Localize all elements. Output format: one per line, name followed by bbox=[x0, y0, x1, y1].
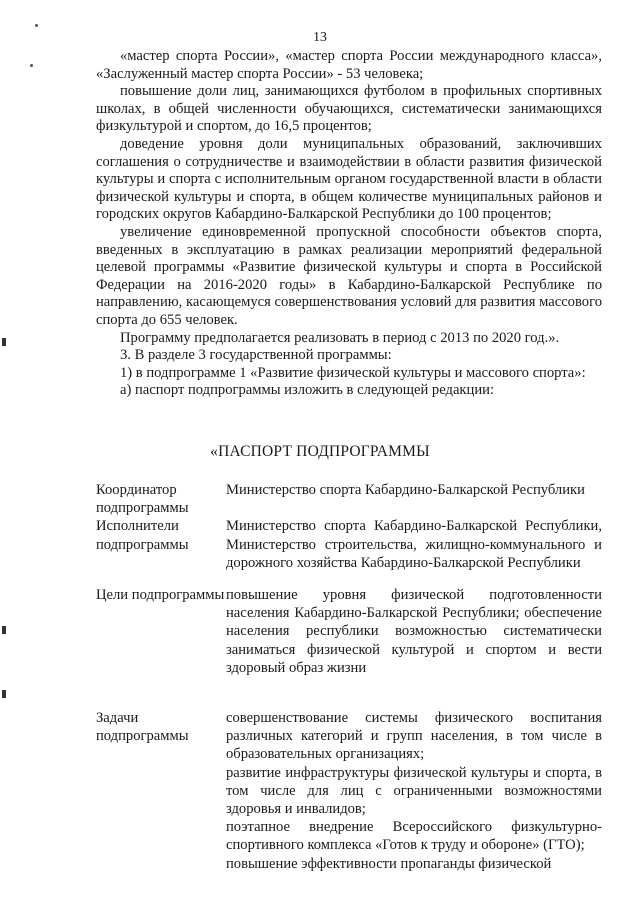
task-item: повышение эффективности пропаганды физической bbox=[226, 855, 552, 872]
passport-label: Координатор подпрограммы bbox=[96, 482, 189, 517]
page-number: 13 bbox=[313, 30, 327, 45]
body-paragraph: 1) в подпрограмме 1 «Развитие физической культуры и массового спорта»: bbox=[120, 364, 586, 381]
passport-label: Цели подпрограммы bbox=[96, 587, 225, 604]
passport-row-goals bbox=[96, 586, 602, 677]
body-paragraph: «мастер спорта России», «мастер спорта России международного класса», «Заслуженный мастер спорта России» - 53 человека; bbox=[96, 48, 602, 82]
passport-row-tasks bbox=[96, 709, 602, 873]
binding-mark bbox=[2, 690, 6, 698]
task-item: совершенствование системы физического воспитания различных категорий и групп населения, в том числе в образовательных организациях; bbox=[226, 710, 602, 763]
scan-speck bbox=[30, 64, 33, 67]
passport-value: повышение уровня физической подготовленности населения Кабардино-Балкарской Республики; обеспечение населения республики возможностью систематически заниматься физической культурой и спортом и вести здоровый образ жизни bbox=[226, 587, 602, 676]
binding-mark bbox=[2, 626, 6, 634]
passport-table bbox=[96, 481, 602, 873]
body-paragraph: Программу предполагается реализовать в период с 2013 по 2020 год.». bbox=[120, 329, 560, 346]
passport-value bbox=[226, 709, 602, 873]
body-paragraph: доведение уровня доли муниципальных образований, заключивших соглашения о сотрудничестве и взаимодействии в области развития физической культуры и спорта с исполнительным органом государственной власти в области физической культуры и спорта, в общем количестве муниципальных районов и городских округов Кабардино-Балкарской Республики до 100 процентов; bbox=[96, 135, 602, 223]
passport-title: «ПАСПОРТ ПОДПРОГРАММЫ bbox=[210, 443, 430, 460]
passport-label: Исполнители подпрограммы bbox=[96, 518, 189, 553]
binding-mark bbox=[2, 338, 6, 346]
scan-speck bbox=[35, 24, 38, 27]
task-item: развитие инфраструктуры физической культуры и спорта, в том числе для лиц с ограниченными возможностями здоровья и инвалидов; bbox=[226, 764, 602, 818]
body-text bbox=[96, 48, 602, 400]
passport-row-executors bbox=[96, 517, 602, 572]
body-paragraph: увеличение единовременной пропускной способности объектов спорта, введенных в эксплуатацию в рамках реализации мероприятий федеральной целевой программы «Развитие физической культуры и спорта в Российской Федерации на 2016-2020 годы» в Кабардино-Балкарской Республике по направлению, касающемуся совершенствования условий для развития массового спорта до 655 человек. bbox=[96, 223, 602, 328]
passport-row-coordinator bbox=[96, 481, 602, 517]
passport-label: Задачи подпрограммы bbox=[96, 710, 189, 745]
body-paragraph: а) паспорт подпрограммы изложить в следующей редакции: bbox=[120, 382, 494, 399]
body-paragraph: 3. В разделе 3 государственной программы: bbox=[120, 347, 392, 364]
body-paragraph: повышение доли лиц, занимающихся футболом в профильных спортивных школах, в общей численности обучающихся, систематически занимающихся физкультурой и спортом, до 16,5 процентов; bbox=[96, 83, 602, 135]
task-item: поэтапное внедрение Всероссийского физкультурно-спортивного комплекса «Готов к труду и обороне» (ГТО); bbox=[226, 819, 602, 854]
passport-value: Министерство спорта Кабардино-Балкарской Республики bbox=[226, 482, 585, 498]
passport-value: Министерство спорта Кабардино-Балкарской Республики, Министерство строительства, жилищно-коммунального и дорожного хозяйства Кабардино-Балкарской Республики bbox=[226, 518, 602, 571]
